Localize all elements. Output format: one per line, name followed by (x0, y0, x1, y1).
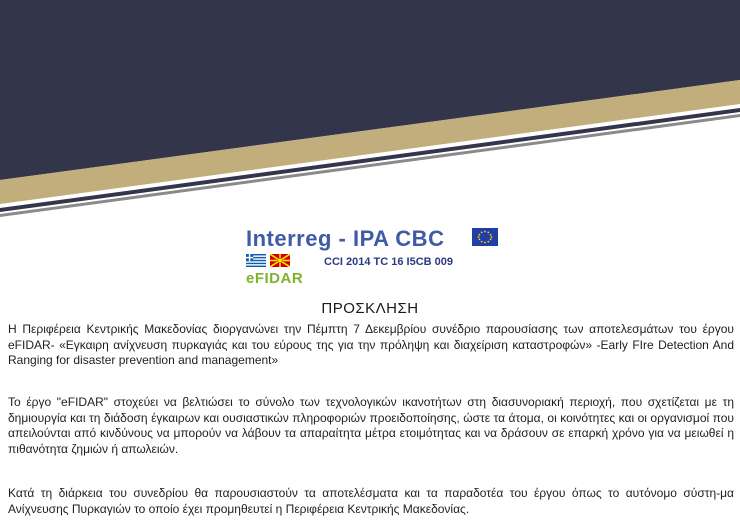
country-flags (246, 254, 306, 268)
cci-code: CCI 2014 TC 16 I5CB 009 (324, 256, 454, 268)
body-paragraph: Κατά τη διάρκεια του συνεδρίου θα παρουσιαστούν τα αποτελέσματα και τα παραδοτέα του έργου όπως το αυτόνομο σύστη-μα Ανίχνευσης Πυρκαγιών το οποίο έχει προμηθευτεί η Περιφέρεια Κεντρικής Μακεδονίας. (8, 486, 734, 516)
body-paragraph: Το έργο "eFIDAR" στοχεύει να βελτιώσει το σύνολο των τεχνολογικών ικανοτήτων στη διασυνοριακή περιοχή, που σχετίζεται με τη δημιουργία και τη διάδοση έγκαιρων και ουσιαστικών πληροφοριών προειδοποίησης, ώστε τα άτομα, οι κοινότητες και οι οργανισμοί που απειλούνται από κινδύνους να μπορούν να λάβουν τα απαραίτητα μέτρα ετοιμότητας και να δράσουν σε επαρκή χρόνο για να μειωθεί η πιθανότητα ζημιών ή απωλειών. (8, 395, 734, 456)
header-decoration (0, 0, 740, 225)
body-paragraph: Η Περιφέρεια Κεντρικής Μακεδονίας διοργανώνει την Πέμπτη 7 Δεκεμβρίου συνέδριο παρουσίασης των αποτελεσμάτων του έργου eFIDAR- «Εγκαιρη ανίχνευση πυρκαγιάς και του εύρους της για την πρόληψη και διαχείριση καταστροφών» -Early FIre Detection And Ranging for disaster prevention and management» (8, 322, 734, 367)
interreg-wordmark: Interreg - IPA CBC (246, 226, 445, 251)
eu-flag-icon (472, 228, 498, 246)
page-title: ΠΡΟΣΚΛΗΣΗ (321, 300, 419, 317)
project-name: eFIDAR (246, 270, 304, 287)
interreg-logo (246, 226, 546, 288)
north-macedonia-flag-icon (270, 254, 290, 267)
greece-flag-icon (246, 254, 266, 267)
